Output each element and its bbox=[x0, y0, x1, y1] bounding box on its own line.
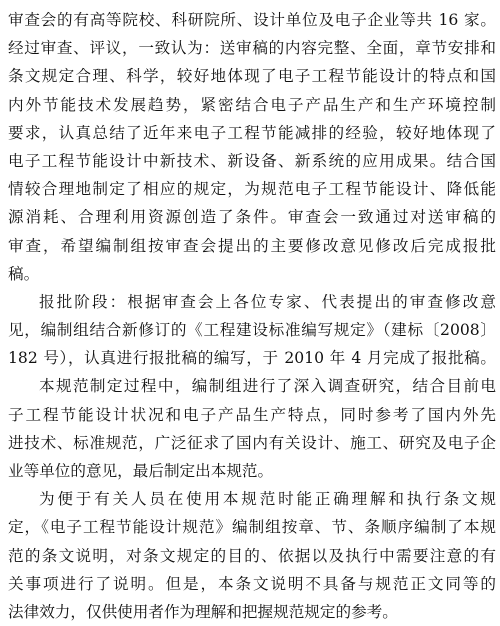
text-line: 报批阶段：根据审查会上各位专家、代表提出的审查修改意 bbox=[39, 292, 496, 311]
paragraph-explanation-note bbox=[8, 485, 496, 626]
text-line: 子工程节能设计状况和电子产品生产特点，同时参考了国内外先 bbox=[8, 405, 496, 424]
text-line: 业等单位的意见，最后制定出本规范。 bbox=[8, 462, 274, 480]
paragraph-approval-stage bbox=[8, 288, 496, 373]
text-line: 经过审查、评议，一致认为：送审稿的内容完整、全面，章节安排和 bbox=[8, 39, 496, 58]
text-line: 审查，希望编制组按审查会提出的主要修改意见修改后完成报批 bbox=[8, 236, 496, 255]
paragraph-review-conclusion bbox=[8, 6, 496, 288]
text-line: 见，编制组结合新修订的《工程建设标准编写规定》（建标〔2008〕 bbox=[8, 321, 496, 340]
text-line: 稿。 bbox=[8, 264, 40, 283]
text-line: 源消耗、合理利用资源创造了条件。审查会一致通过对送审稿的 bbox=[8, 208, 496, 227]
text-line: 电子工程节能设计中新技术、新设备、新系统的应用成果。结合国 bbox=[8, 151, 496, 170]
text-line: 条文规定合理、科学，较好地体现了电子工程节能设计的特点和国 bbox=[8, 67, 496, 86]
text-line: 定，《电子工程节能设计规范》编制组按章、节、条顺序编制了本规 bbox=[8, 518, 496, 537]
text-line: 182 号），认真进行报批稿的编写，于 2010 年 4 月完成了报批稿。 bbox=[8, 349, 496, 368]
text-line: 本规范制定过程中，编制组进行了深入调查研究，结合目前电 bbox=[39, 377, 496, 396]
text-line: 关事项进行了说明。但是，本条文说明不具备与规范正文同等的 bbox=[8, 574, 496, 593]
text-line: 内外节能技术发展趋势，紧密结合电子产品生产和生产环境控制 bbox=[8, 95, 496, 114]
paragraph-research-process bbox=[8, 372, 496, 485]
text-line: 进技术、标准规范，广泛征求了国内有关设计、施工、研究及电子企 bbox=[8, 433, 496, 452]
text-line: 审查会的有高等院校、科研院所、设计单位及电子企业等共 16 家。 bbox=[8, 11, 496, 29]
text-line: 法律效力，仅供使用者作为理解和把握规范规定的参考。 bbox=[8, 602, 398, 621]
text-line: 要求，认真总结了近年来电子工程节能减排的经验，较好地体现了 bbox=[8, 123, 496, 142]
text-line: 为便于有关人员在使用本规范时能正确理解和执行条文规 bbox=[39, 490, 496, 509]
document-page bbox=[8, 6, 496, 621]
text-line: 情较合理地制定了相应的规定，为规范电子工程节能设计、降低能 bbox=[8, 180, 496, 199]
text-line: 范的条文说明，对条文规定的目的、依据以及执行中需要注意的有 bbox=[8, 546, 496, 565]
